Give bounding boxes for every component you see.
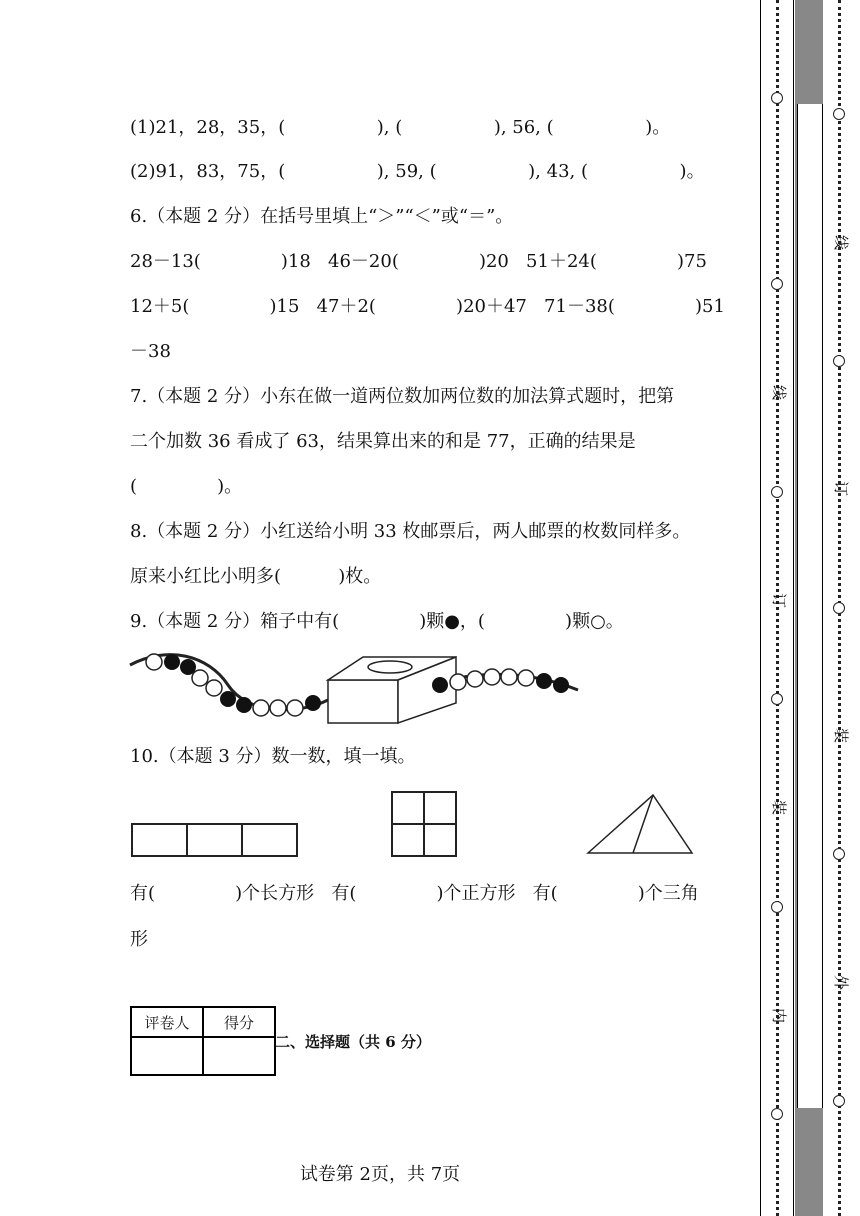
hole-circle — [833, 602, 845, 614]
q8-line1: 8.（本题 2 分）小红送给小明 33 枚邮票后，两人邮票的枚数同样多。 — [130, 521, 691, 542]
hole-circle — [833, 848, 845, 860]
binding-label: 装 — [770, 799, 789, 816]
binding-label: 外 — [832, 974, 851, 991]
score-header-grader: 评卷人 — [131, 1007, 203, 1037]
binding-label: 线 — [832, 234, 851, 251]
hole-circle — [771, 278, 783, 290]
q9-line1: 9.（本题 2 分）箱子中有( )颗●，( )颗○。 — [130, 611, 624, 632]
q7-line3: ( )。 — [130, 476, 243, 497]
hole-circle — [771, 693, 783, 705]
hole-circle — [833, 108, 845, 120]
binding-label: 线 — [770, 384, 789, 401]
binding-label: 订 — [770, 592, 789, 609]
hole-circle — [771, 486, 783, 498]
hole-circle — [771, 92, 783, 104]
binding-label: 内 — [770, 1007, 789, 1024]
q7-line1: 7.（本题 2 分）小东在做一道两位数加两位数的加法算式题时，把第 — [130, 386, 675, 407]
q6-title: 6.（本题 2 分）在括号里填上“＞”“＜”或“＝”。 — [130, 206, 514, 227]
bead-box-illustration — [128, 645, 588, 730]
q6-row3: －38 — [130, 341, 171, 362]
hole-circle — [833, 355, 845, 367]
squares-figure — [391, 791, 459, 859]
binding-label: 订 — [832, 480, 851, 497]
score-cell-score — [203, 1037, 275, 1075]
q5-line1: (1)21，28，35，( ), ( ), 56, ( )。 — [130, 117, 671, 138]
q5-line2: (2)91，83，75，( ), 59, ( ), 43, ( )。 — [130, 161, 705, 182]
score-header-score: 得分 — [203, 1007, 275, 1037]
q8-line2: 原来小红比小明多( )枚。 — [130, 566, 382, 587]
section2-title: 二、选择题（共 6 分） — [275, 1033, 431, 1051]
binding-margin-inner — [797, 104, 823, 1108]
q7-line2: 二个加数 36 看成了 63，结果算出来的和是 77，正确的结果是 — [130, 431, 636, 452]
score-table — [130, 1006, 276, 1076]
hole-circle — [771, 1108, 783, 1120]
q10-title: 10.（本题 3 分）数一数，填一填。 — [130, 746, 416, 767]
hole-circle — [771, 901, 783, 913]
page-footer: 试卷第 2页，共 7页 — [299, 1164, 461, 1185]
hole-circle — [833, 1095, 845, 1107]
binding-label: 装 — [832, 727, 851, 744]
rectangles-figure — [131, 823, 301, 859]
q10-answer2: 形 — [130, 929, 148, 950]
score-cell-grader — [131, 1037, 203, 1075]
q6-row2: 12＋5( )15 47＋2( )20＋47 71－38( )51 — [130, 296, 725, 317]
triangles-figure — [586, 793, 696, 857]
q10-answer: 有( )个长方形 有( )个正方形 有( )个三角 — [130, 883, 699, 904]
q6-row1: 28－13( )18 46－20( )20 51＋24( )75 — [130, 251, 707, 272]
